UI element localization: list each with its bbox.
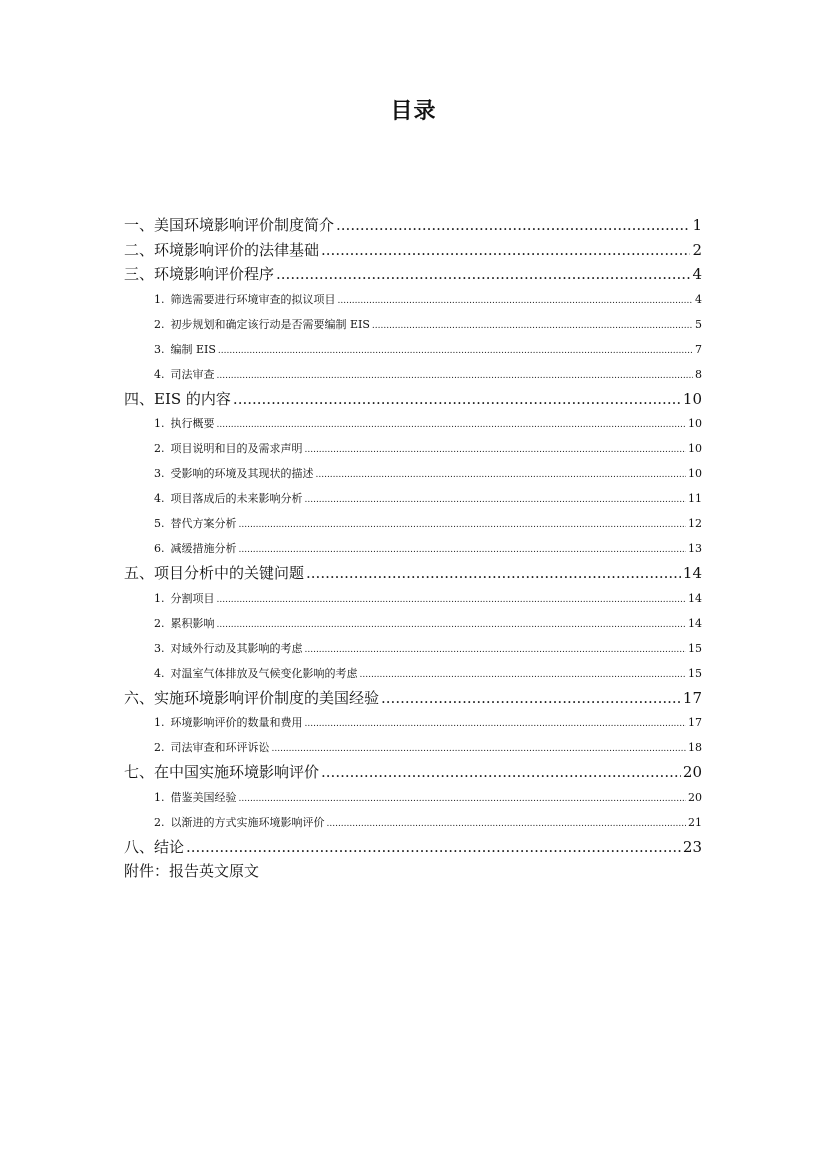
toc-subsection-number: 4. xyxy=(154,492,165,505)
toc-section-label: 四、EIS 的内容 xyxy=(124,389,231,408)
toc-section-label: 二、环境影响评价的法律基础 xyxy=(124,240,320,259)
toc-subsection-number: 3. xyxy=(154,342,165,356)
toc-page-number: 21 xyxy=(688,815,702,829)
toc-dot-leader xyxy=(217,586,687,613)
toc-page-number: 2 xyxy=(692,240,702,259)
toc-subsection-entry[interactable] xyxy=(124,810,702,835)
toc-page-number: 15 xyxy=(688,641,702,655)
toc-subsection-entry[interactable] xyxy=(124,362,702,387)
toc-subsection-label: 对域外行动及其影响的考虑 xyxy=(170,641,303,655)
toc-page-number: 12 xyxy=(688,517,702,530)
toc-subsection-number: 3. xyxy=(154,641,165,655)
toc-subsection-number: 4. xyxy=(154,666,165,680)
toc-section-label: 一、美国环境影响评价制度简介 xyxy=(124,216,335,234)
toc-page-number: 7 xyxy=(695,342,702,356)
toc-dot-leader xyxy=(239,536,687,563)
toc-dot-leader xyxy=(305,436,687,463)
toc-page-number: 20 xyxy=(682,763,702,781)
toc-subsection-number: 2. xyxy=(154,741,165,754)
toc-dot-leader xyxy=(316,461,687,488)
toc-subsection-entry[interactable] xyxy=(124,636,702,661)
toc-page-number: 4 xyxy=(692,265,702,283)
toc-subsection-entry[interactable] xyxy=(124,461,702,486)
toc-page-number: 5 xyxy=(695,317,702,331)
toc-dot-leader xyxy=(233,387,681,412)
toc-appendix-entry[interactable]: 附件：报告英文原文 xyxy=(124,862,260,880)
toc-dot-leader xyxy=(272,735,687,762)
toc-page-number: 14 xyxy=(688,616,702,630)
toc-section-label: 七、在中国实施环境影响评价 xyxy=(124,763,320,781)
toc-subsection-number: 1. xyxy=(154,417,165,430)
toc-subsection-number: 1. xyxy=(154,591,165,605)
table-of-contents xyxy=(124,213,702,884)
toc-dot-leader xyxy=(217,411,687,438)
toc-page-number: 17 xyxy=(682,688,702,707)
toc-subsection-label: 受影响的环境及其现状的描述 xyxy=(170,467,314,480)
toc-subsection-entry[interactable] xyxy=(124,486,702,511)
toc-page-number: 17 xyxy=(688,716,702,729)
toc-subsection-label: 项目说明和目的及需求声明 xyxy=(170,442,303,455)
toc-page-number: 1 xyxy=(692,216,702,234)
toc-subsection-entry[interactable] xyxy=(124,411,702,436)
toc-subsection-number: 5. xyxy=(154,517,165,530)
toc-subsection-label: 编制 EIS xyxy=(170,342,216,356)
toc-page-number: 15 xyxy=(688,666,702,680)
toc-subsection-label: 司法审查和环评诉讼 xyxy=(170,741,270,754)
toc-subsection-entry[interactable] xyxy=(124,586,702,611)
toc-dot-leader xyxy=(327,810,687,837)
toc-page-number: 14 xyxy=(682,564,702,582)
toc-dot-leader xyxy=(321,238,690,263)
toc-section-label: 五、项目分析中的关键问题 xyxy=(124,564,305,582)
toc-section-entry[interactable] xyxy=(124,238,702,263)
toc-dot-leader xyxy=(217,611,687,638)
toc-page-number: 10 xyxy=(688,417,702,430)
toc-subsection-entry[interactable] xyxy=(124,710,702,735)
toc-subsection-label: 对温室气体排放及气候变化影响的考虑 xyxy=(170,666,358,680)
toc-dot-leader xyxy=(306,561,681,586)
toc-subsection-number: 2. xyxy=(154,442,165,455)
toc-section-entry[interactable] xyxy=(124,561,702,586)
toc-page-number: 13 xyxy=(688,542,702,555)
toc-subsection-entry[interactable] xyxy=(124,337,702,362)
toc-subsection-number: 1. xyxy=(154,716,165,729)
toc-dot-leader xyxy=(186,835,681,860)
toc-subsection-entry[interactable] xyxy=(124,661,702,686)
toc-dot-leader xyxy=(336,213,690,238)
toc-subsection-number: 1. xyxy=(154,292,165,306)
toc-dot-leader xyxy=(381,686,681,711)
toc-section-entry[interactable] xyxy=(124,262,702,287)
toc-subsection-entry[interactable] xyxy=(124,511,702,536)
toc-subsection-entry[interactable] xyxy=(124,287,702,312)
toc-dot-leader xyxy=(218,337,693,364)
toc-subsection-label: 以渐进的方式实施环境影响评价 xyxy=(170,815,325,829)
toc-dot-leader xyxy=(239,511,687,538)
toc-page-number: 10 xyxy=(688,467,702,480)
toc-subsection-label: 初步规划和确定该行动是否需要编制 EIS xyxy=(170,317,370,331)
toc-subsection-label: 减缓措施分析 xyxy=(170,542,237,555)
toc-subsection-entry[interactable] xyxy=(124,785,702,810)
toc-subsection-entry[interactable] xyxy=(124,611,702,636)
toc-dot-leader xyxy=(276,262,690,287)
toc-section-entry[interactable] xyxy=(124,686,702,711)
toc-subsection-number: 2. xyxy=(154,815,165,829)
toc-page-number: 8 xyxy=(695,367,702,381)
toc-subsection-label: 司法审查 xyxy=(170,367,215,381)
toc-subsection-number: 6. xyxy=(154,542,165,555)
toc-section-label: 六、实施环境影响评价制度的美国经验 xyxy=(124,688,380,707)
toc-page-number: 18 xyxy=(688,741,702,754)
toc-dot-leader xyxy=(239,785,687,812)
toc-subsection-number: 2. xyxy=(154,616,165,630)
toc-subsection-label: 执行概要 xyxy=(170,417,215,430)
toc-dot-leader xyxy=(338,287,694,314)
toc-subsection-label: 环境影响评价的数量和费用 xyxy=(170,716,303,729)
toc-dot-leader xyxy=(321,760,681,785)
toc-subsection-number: 2. xyxy=(154,317,165,331)
toc-subsection-number: 4. xyxy=(154,367,165,381)
toc-dot-leader xyxy=(305,636,687,663)
toc-dot-leader xyxy=(360,661,687,688)
toc-dot-leader xyxy=(305,486,687,513)
toc-section-label: 八、结论 xyxy=(124,837,185,856)
toc-subsection-label: 项目落成后的未来影响分析 xyxy=(170,492,303,505)
toc-page-number: 11 xyxy=(688,492,702,505)
toc-page-number: 20 xyxy=(688,790,702,804)
toc-page-number: 23 xyxy=(682,837,702,856)
toc-section-entry[interactable] xyxy=(124,835,702,860)
toc-subsection-number: 1. xyxy=(154,790,165,804)
toc-section-label: 三、环境影响评价程序 xyxy=(124,265,275,283)
toc-page-number: 4 xyxy=(695,292,702,306)
toc-section-entry[interactable] xyxy=(124,760,702,785)
toc-subsection-entry[interactable] xyxy=(124,312,702,337)
toc-page-number: 10 xyxy=(688,442,702,455)
toc-page-number: 14 xyxy=(688,591,702,605)
toc-dot-leader xyxy=(372,312,693,339)
toc-subsection-label: 分割项目 xyxy=(170,591,215,605)
toc-subsection-number: 3. xyxy=(154,467,165,480)
page-title: 目录 xyxy=(390,99,437,124)
toc-subsection-label: 借鉴美国经验 xyxy=(170,790,237,804)
toc-page-number: 10 xyxy=(682,389,702,408)
toc-subsection-entry[interactable] xyxy=(124,436,702,461)
toc-dot-leader xyxy=(305,710,687,737)
toc-dot-leader xyxy=(217,362,694,389)
toc-section-entry[interactable] xyxy=(124,213,702,238)
toc-subsection-entry[interactable] xyxy=(124,536,702,561)
toc-subsection-label: 累积影响 xyxy=(170,616,215,630)
toc-subsection-label: 替代方案分析 xyxy=(170,517,237,530)
toc-subsection-label: 筛选需要进行环境审查的拟议项目 xyxy=(170,292,336,306)
toc-section-entry[interactable] xyxy=(124,387,702,412)
toc-subsection-entry[interactable] xyxy=(124,735,702,760)
